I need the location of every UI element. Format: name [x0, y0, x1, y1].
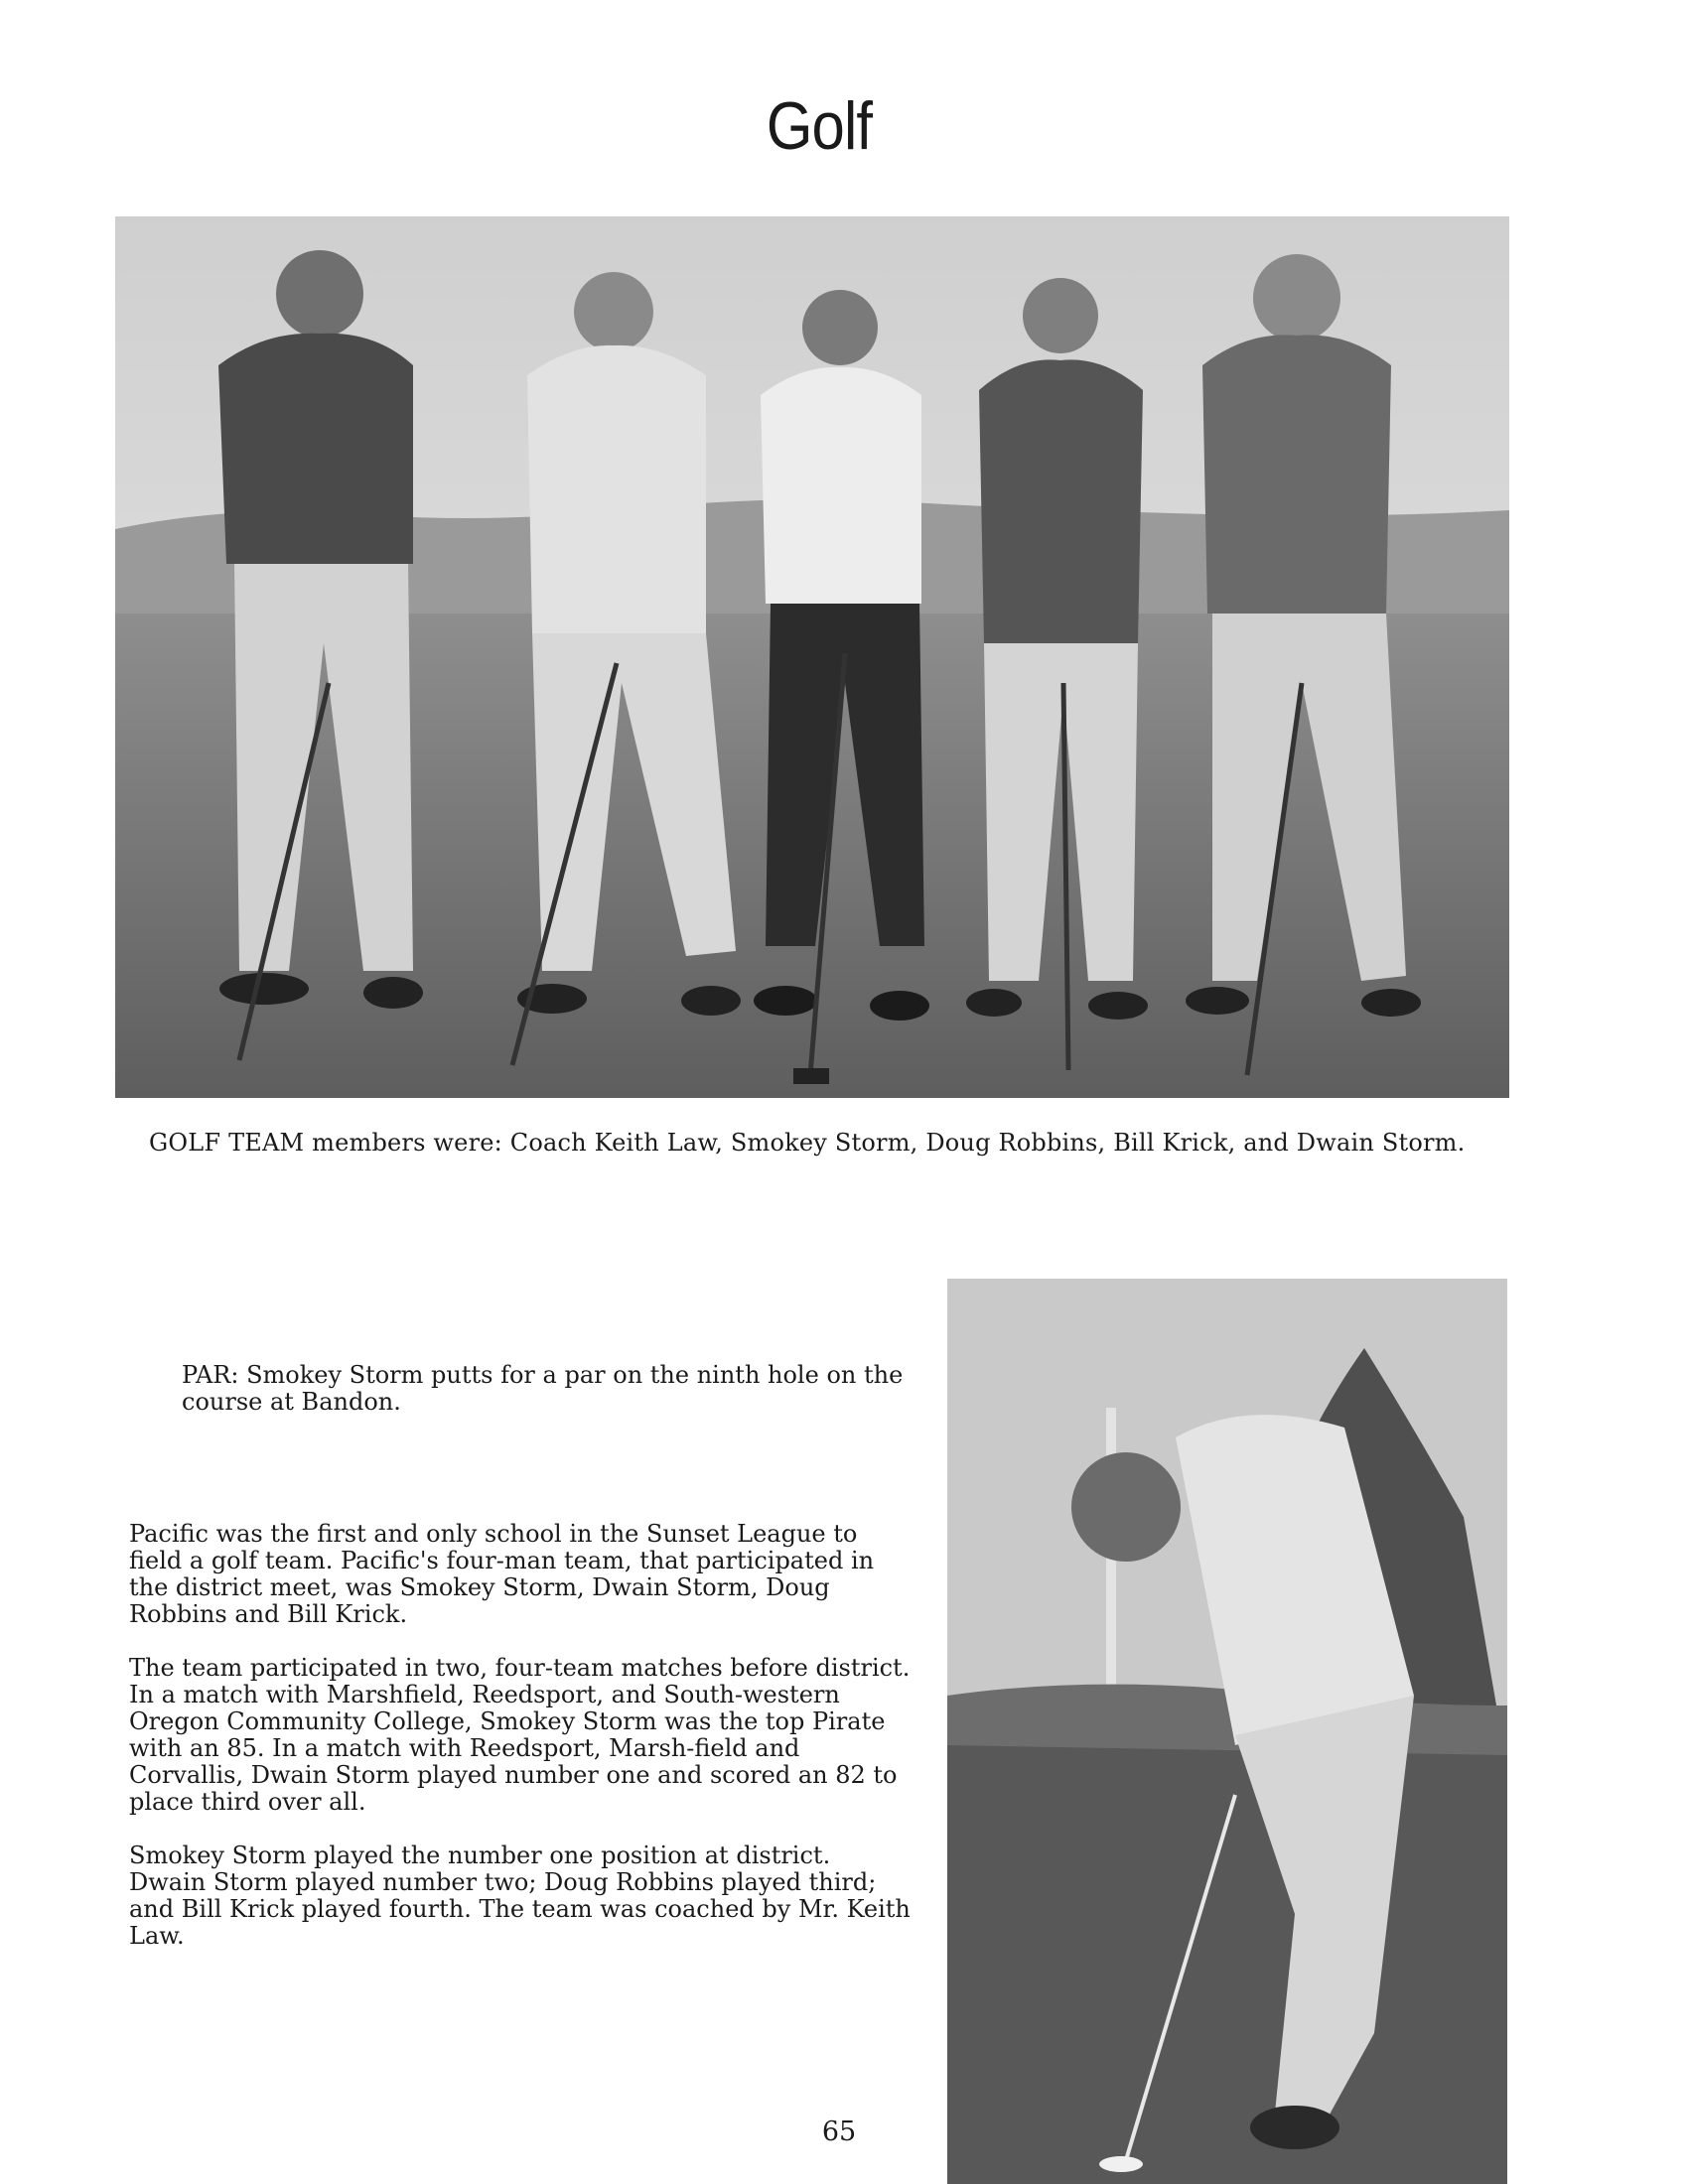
article-paragraph: Smokey Storm played the number one position at district. Dwain Storm played number two; Doug Robbins played third; and Bill Krick played fourth. The team was coached by Mr. Keith Law. [129, 1842, 911, 1950]
article-paragraph: Pacific was the first and only school in the Sunset League to field a golf team. Pacific's four-man team, that participated in the district meet, was Smokey Storm, Dwain Storm, Doug Robbins and Bill Krick. [129, 1520, 875, 1628]
team-photo [115, 216, 1509, 1098]
article-paragraph: The team participated in two, four-team matches before district. In a match with Marshfield, Reedsport, and South-western Oregon Community College, Smokey Storm was the top Pirate with an 85. In a match with Reedsport, Marsh-field and Corvallis, Dwain Storm played number one and scored an 82 to place third over all. [129, 1654, 911, 1816]
article-body [129, 1521, 914, 1977]
page-number: 65 [821, 2116, 857, 2147]
putt-photo-caption: PAR: Smokey Storm putts for a par on the ninth hole on the course at Bandon. [182, 1361, 904, 1416]
team-photo-caption: GOLF TEAM members were: Coach Keith Law, Smokey Storm, Doug Robbins, Bill Krick, and Dwain Storm. [149, 1129, 1466, 1157]
putt-photo [947, 1279, 1507, 2184]
page-title: Golf [766, 88, 873, 164]
